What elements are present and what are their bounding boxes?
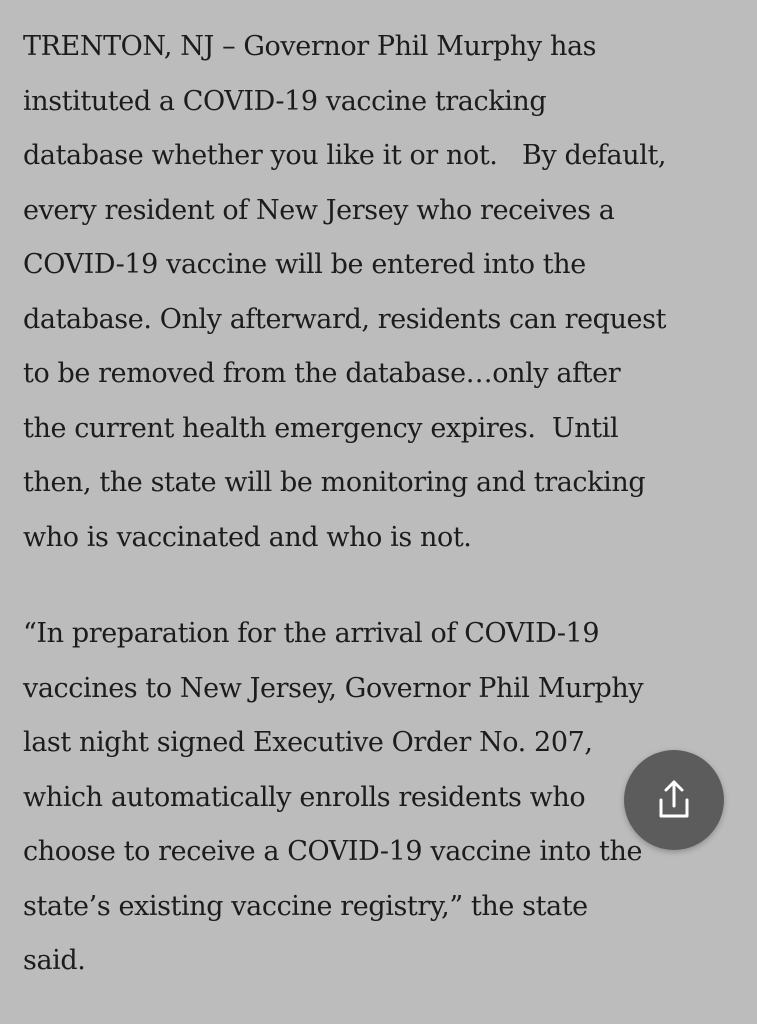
paragraph-line: then, the state will be monitoring and tracking [23,467,646,498]
article-paragraph-1 [23,20,735,565]
paragraph-line: vaccines to New Jersey, Governor Phil Murphy [23,672,644,704]
paragraph-line: TRENTON, NJ – Governor Phil Murphy has [23,31,597,62]
paragraph-line: last night signed Executive Order No. 207, [23,727,593,758]
paragraph-line: database. Only afterward, residents can request [23,303,667,335]
paragraph-line: instituted a COVID-19 vaccine tracking [23,85,547,117]
paragraph-line: database whether you like it or not. By default, [23,140,667,171]
paragraph-line: state’s existing vaccine registry,” the state [23,890,588,922]
paragraph-line: who is vaccinated and who is not. [23,521,472,553]
paragraph-line: COVID-19 vaccine will be entered into the [23,249,586,280]
share-icon [652,778,696,822]
paragraph-line: choose to receive a COVID-19 vaccine into the [23,836,643,867]
paragraph-line: every resident of New Jersey who receives a [23,194,615,226]
share-button[interactable] [624,750,724,850]
paragraph-line: “In preparation for the arrival of COVID-19 [23,618,600,649]
paragraph-line: to be removed from the database…only after [23,358,621,389]
paragraph-line: which automatically enrolls residents who [23,781,586,813]
paragraph-spacer [23,565,735,607]
paragraph-line: said. [23,945,86,976]
paragraph-line: the current health emergency expires. Until [23,412,619,444]
article-body [23,20,735,989]
